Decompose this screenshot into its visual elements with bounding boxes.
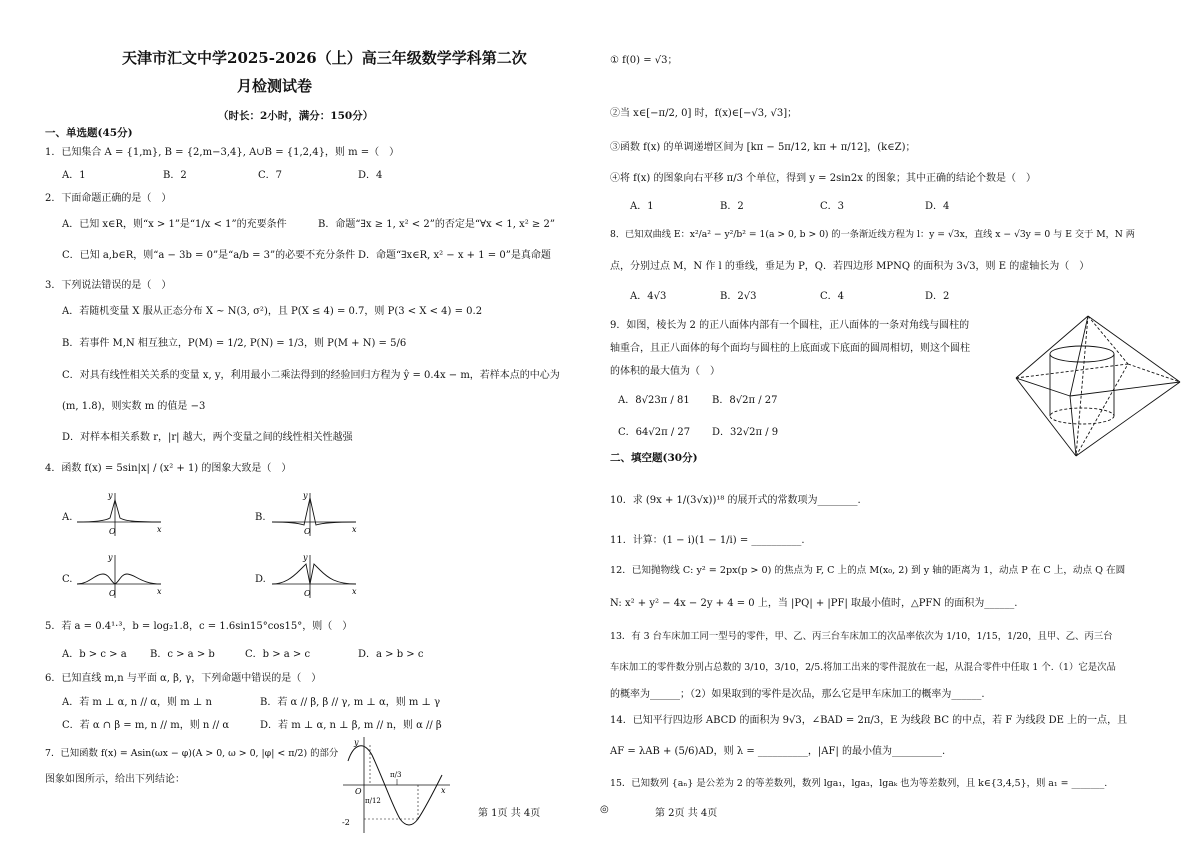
q4c-origin: O [109, 589, 116, 598]
q6-option-c: C．若 α ∩ β = m, n // m，则 n // α [62, 720, 230, 731]
q7-graph-origin: O [355, 787, 362, 796]
q4-label-d: D. [255, 574, 266, 585]
q9-option-c: C．64√2π / 27 [618, 427, 691, 438]
q9-option-d: D．32√2π / 9 [712, 427, 779, 438]
q7-stem-line2: 图象如图所示，给出下列结论： [45, 774, 185, 785]
q2-option-a: A．已知 x∈R，则“x > 1”是“1/x < 1”的充要条件 [62, 219, 287, 230]
footer-page2: 第 2页 共 4页 [655, 808, 718, 819]
q3-option-d: D．对样本相关系数 r，|r| 越大，两个变量之间的线性相关性越强 [62, 432, 353, 443]
q4a-y: y [108, 491, 113, 500]
q12-line1: 12．已知抛物线 C: y² = 2px(p > 0) 的焦点为 F, C 上的点 M(x₀, 2) 到 y 轴的距离为 1，动点 P 在 C 上，动点 Q 在圆 [610, 565, 1126, 576]
q14-line1: 14．已知平行四边形 ABCD 的面积为 9√3，∠BAD = 2π/3，E 为线段 BC 的中点，若 F 为线段 DE 上的一点，且 [610, 715, 1128, 726]
q5-option-c: C．b > a > c [245, 649, 311, 660]
section-fill-in: 二、填空题(30分) [610, 452, 698, 464]
q14-line2: AF = λAB + (5/6)AD，则 λ = __________，|AF| 的最小值为__________. [610, 746, 946, 757]
q7-stem-line1: 7．已知函数 f(x) = Asin(ωx − φ)(A > 0, ω > 0, |φ| < π/2) 的部分 [45, 748, 339, 759]
q7-graph-pi12: π/12 [365, 797, 381, 805]
q8-option-b: B．2√3 [720, 291, 757, 302]
q6-option-a: A．若 m ⊥ α, n // α，则 m ⊥ n [62, 697, 212, 708]
q4c-y: y [108, 553, 113, 562]
exam-title-line1: 天津市汇文中学2025-2026（上）高三年级数学学科第二次 [122, 49, 527, 67]
q8-line1: 8．已知双曲线 E：x²/a² − y²/b² = 1(a > 0, b > 0) 的一条渐近线方程为 l：y = √3x，直线 x − √3y = 0 与 E 交于 M，N 两 [610, 229, 1135, 240]
footer-page1: 第 1页 共 4页 [478, 808, 541, 819]
q9-octahedron-figure [1010, 312, 1190, 460]
q7-conclusion-1: ① f(0) = √3； [610, 55, 678, 66]
right-page [600, 0, 1200, 849]
q7-graph-y: y [354, 738, 359, 747]
q9-line3: 的体积的最大值为（ ） [610, 366, 720, 377]
q5-option-b: B．c > a > b [150, 649, 215, 660]
q7-option-c: C．3 [820, 201, 845, 212]
q4c-x: x [157, 587, 162, 596]
q7-graph-minus2: -2 [342, 818, 350, 827]
q4b-origin: O [304, 527, 311, 536]
q8-option-d: D．2 [925, 291, 950, 302]
q6-option-b: B．若 α // β, β // γ, m ⊥ α，则 m ⊥ γ [260, 697, 441, 708]
q12-line2: N: x² + y² − 4x − 2y + 4 = 0 上，当 |PQ| + |PF| 取最小值时，△PFN 的面积为______. [610, 598, 1018, 609]
q2-option-c: C．已知 a,b∈R，则“a − 3b = 0”是“a/b = 3”的必要不充分条件 [62, 250, 356, 261]
q3-option-c-line1: C．对具有线性相关关系的变量 x, y，利用最小二乘法得到的经验回归方程为 ŷ = 0.4x − m，若样本点的中心为 [62, 370, 560, 381]
q1-option-b: B．2 [163, 170, 187, 181]
q4d-x: x [352, 587, 357, 596]
q4d-origin: O [304, 589, 311, 598]
exam-meta: （时长：2小时，满分：150分） [218, 110, 374, 122]
q7-conclusion-2: ②当 x∈[−π/2, 0] 时，f(x)∈[−√3, √3]； [610, 108, 798, 119]
q8-option-a: A．4√3 [630, 291, 667, 302]
q7-option-a: A．1 [630, 201, 654, 212]
q1-option-c: C．7 [258, 170, 283, 181]
q2-option-b: B．命题“∃x ≥ 1, x² < 2”的否定是“∀x < 1, x² ≥ 2” [318, 219, 555, 230]
q4-graph-a [75, 490, 165, 540]
q1-option-d: D．4 [358, 170, 383, 181]
q15: 15．已知数列 {aₙ} 是公差为 2 的等差数列，数列 lga₁，lga₃，lgaₖ 也为等差数列，且 k∈{3,4,5}，则 a₁ = _______. [610, 778, 1108, 789]
q1-stem: 1．已知集合 A = {1,m}, B = {2,m−3,4}, A∪B = {1,2,4}，则 m =（ ） [45, 147, 400, 158]
q7-conclusion-3: ③函数 f(x) 的单调递增区间为 [kπ − 5π/12, kπ + π/12]，(k∈Z)； [610, 142, 916, 153]
q4-label-c: C. [62, 574, 73, 585]
q4d-y: y [303, 553, 308, 562]
q7-graph-x: x [441, 786, 446, 795]
q11: 11．计算：(1 − i)(1 − 1/i) = __________. [610, 535, 805, 546]
q4b-x: x [352, 525, 357, 534]
section-single-choice: 一、单选题(45分) [45, 127, 133, 139]
q13-line1: 13．有 3 台车床加工同一型号的零件，甲、乙、丙三台车床加工的次品率依次为 1/10，1/15，1/20，且甲、乙、丙三台 [610, 631, 1113, 642]
q7-graph [338, 735, 453, 835]
q3-option-b: B．若事件 M,N 相互独立，P(M) = 1/2, P(N) = 1/3，则 P(M + N) = 5/6 [62, 338, 407, 349]
q7-graph-pi3: π/3 [390, 771, 402, 779]
q7-option-d: D．4 [925, 201, 950, 212]
q13-line2: 车床加工的零件数分别占总数的 3/10，3/10，2/5.将加工出来的零件混放在一起，从混合零件中任取 1 个.（1）它是次品 [610, 662, 1116, 673]
q9-line2: 轴重合，且正八面体的每个面均与圆柱的上底面或下底面的圆周相切，则这个圆柱 [610, 343, 970, 354]
q5-stem: 5．若 a = 0.4¹·³，b = log₂1.8，c = 1.6sin15°cos15°，则（ ） [45, 621, 353, 632]
q4b-y: y [303, 491, 308, 500]
q10: 10．求 (9x + 1/(3√x))¹⁸ 的展开式的常数项为________. [610, 495, 861, 506]
exam-title-line2: 月检测试卷 [237, 77, 313, 95]
q3-option-c-line2: (m, 1.8)，则实数 m 的值是 −3 [62, 401, 206, 412]
q4a-x: x [157, 525, 162, 534]
q13-line3: 的概率为______；（2）如果取到的零件是次品，那么它是甲车床加工的概率为______. [610, 689, 985, 700]
q4-label-a: A. [62, 512, 73, 523]
q1-option-a: A．1 [62, 170, 86, 181]
q4-graph-d [270, 552, 360, 602]
q6-stem: 6．已知直线 m,n 与平面 α, β, γ，下列命题中错误的是（ ） [45, 673, 322, 684]
q8-line2: 点，分别过点 M，N 作 l 的垂线，垂足为 P，Q．若四边形 MPNQ 的面积为 3√3，则 E 的虚轴长为（ ） [610, 261, 1090, 272]
q4-label-b: B. [255, 512, 266, 523]
q4-graph-c [75, 552, 165, 602]
q9-option-b: B．8√2π / 27 [712, 395, 778, 406]
q5-option-d: D．a > b > c [358, 649, 424, 660]
q9-option-a: A．8√23π / 81 [618, 395, 690, 406]
q2-stem: 2．下面命题正确的是（ ） [45, 193, 172, 204]
q4-stem: 4．函数 f(x) = 5sin|x| / (x² + 1) 的图象大致是（ ） [45, 463, 292, 474]
q7-option-b: B．2 [720, 201, 744, 212]
q5-option-a: A．b > c > a [62, 649, 127, 660]
q3-option-a: A．若随机变量 X 服从正态分布 X ~ N(3, σ²)，且 P(X ≤ 4) = 0.7，则 P(3 < X < 4) = 0.2 [62, 306, 483, 317]
q2-option-d: D．命题“∃x∈R, x² − x + 1 = 0”是真命题 [358, 250, 551, 261]
q4a-origin: O [109, 527, 116, 536]
q3-stem: 3．下列说法错误的是（ ） [45, 280, 172, 291]
q7-conclusion-4: ④将 f(x) 的图象向右平移 π/3 个单位，得到 y = 2sin2x 的图象；其中正确的结论个数是（ ） [610, 173, 1037, 184]
q6-option-d: D．若 m ⊥ α, n ⊥ β, m // n，则 α // β [260, 720, 442, 731]
footer-binding-mark: ◎ [600, 804, 609, 815]
q9-line1: 9．如图，棱长为 2 的正八面体内部有一个圆柱，正八面体的一条对角线与圆柱的 [610, 320, 970, 331]
q4-graph-b [270, 490, 360, 540]
q8-option-c: C．4 [820, 291, 845, 302]
